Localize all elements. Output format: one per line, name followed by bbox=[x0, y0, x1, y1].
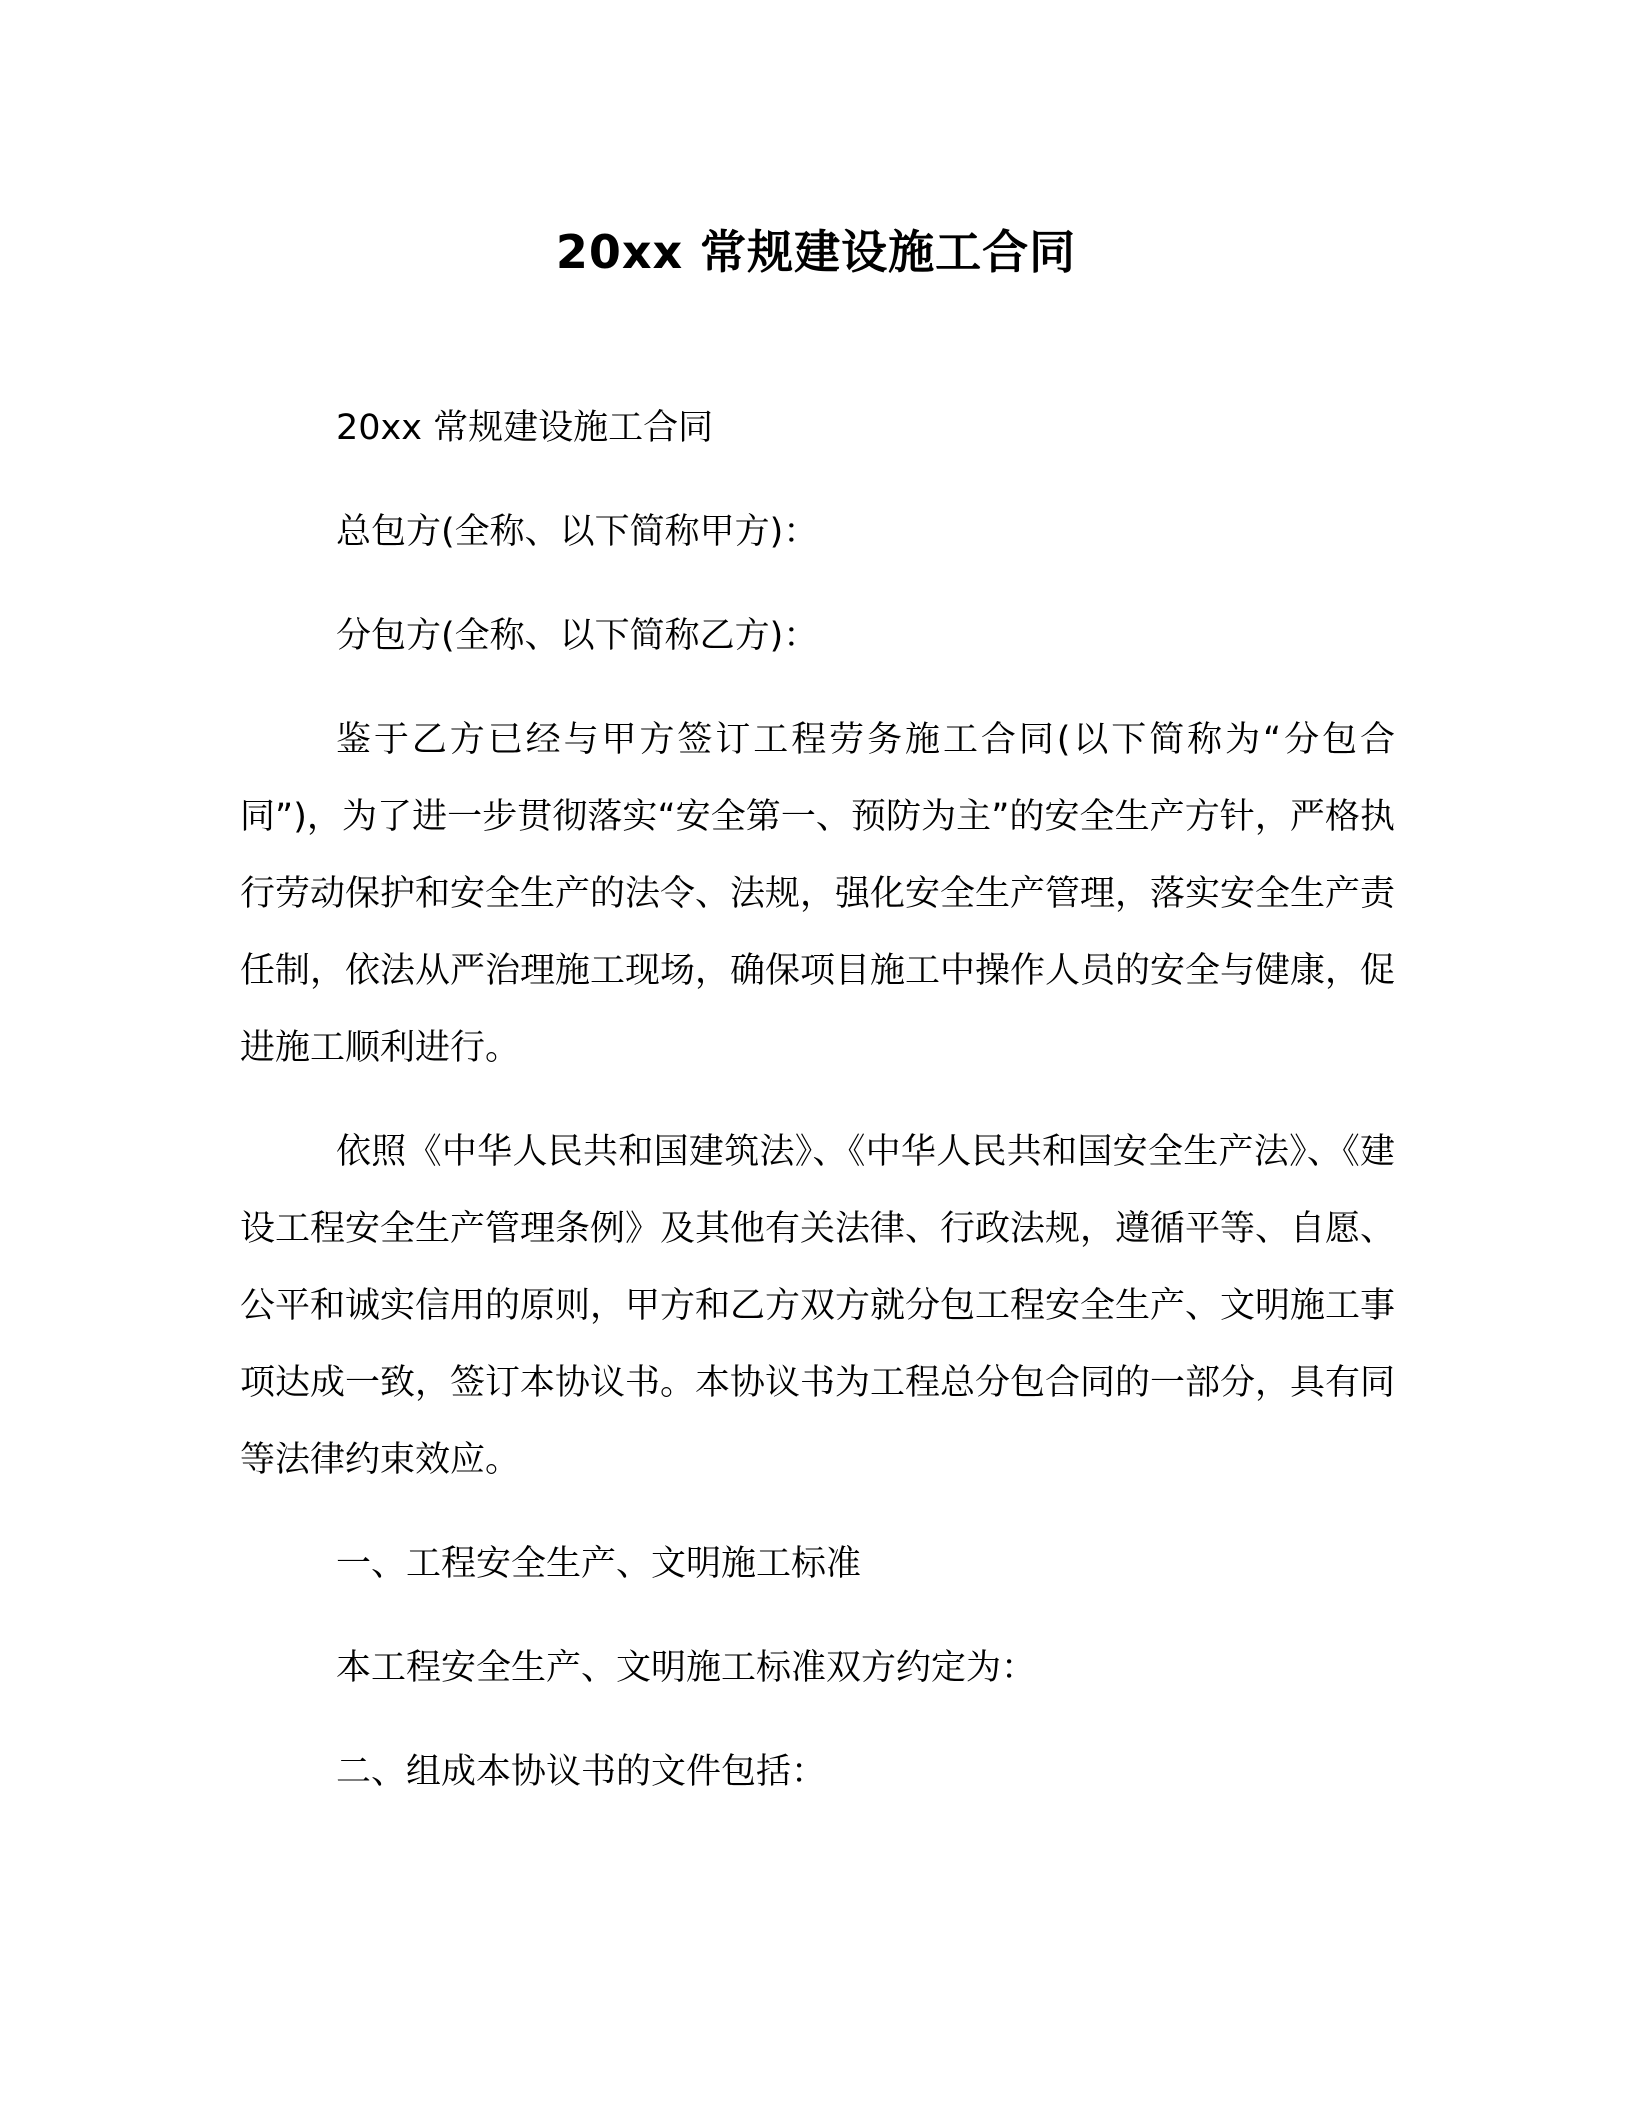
paragraph-contract-name: 20xx 常规建设施工合同 bbox=[336, 408, 714, 448]
section-heading-2: 二、组成本协议书的文件包括： bbox=[336, 1752, 827, 1792]
paragraph-standards: 本工程安全生产、文明施工标准双方约定为： bbox=[336, 1648, 1037, 1688]
paragraph-legal-basis: 依照《中华人民共和国建筑法》、《中华人民共和国安全生产法》、《建设工程安全生产管理条例》及其他有关法律、行政法规，遵循平等、自愿、公平和诚实信用的原则，甲方和乙方双方就分包工程安全生产、文明施工事项达成一致，签订本协议书。本协议书为工程总分包合同的一部分，具有同等法律约束效应。 bbox=[240, 1132, 1396, 1480]
section-heading-1: 一、工程安全生产、文明施工标准 bbox=[336, 1544, 862, 1584]
paragraph-party-b: 分包方(全称、以下简称乙方)： bbox=[336, 616, 819, 656]
document-body bbox=[240, 390, 1395, 1838]
paragraph-preamble: 鉴于乙方已经与甲方签订工程劳务施工合同(以下简称为“分包合同”)，为了进一步贯彻落实“安全第一、预防为主”的安全生产方针，严格执行劳动保护和安全生产的法令、法规，强化安全生产管理，落实安全生产责任制，依法从严治理施工现场，确保项目施工中操作人员的安全与健康，促进施工顺利进行。 bbox=[240, 720, 1396, 1068]
document-title: 20xx 常规建设施工合同 bbox=[555, 225, 1077, 279]
paragraph-party-a: 总包方(全称、以下简称甲方)： bbox=[336, 512, 819, 552]
